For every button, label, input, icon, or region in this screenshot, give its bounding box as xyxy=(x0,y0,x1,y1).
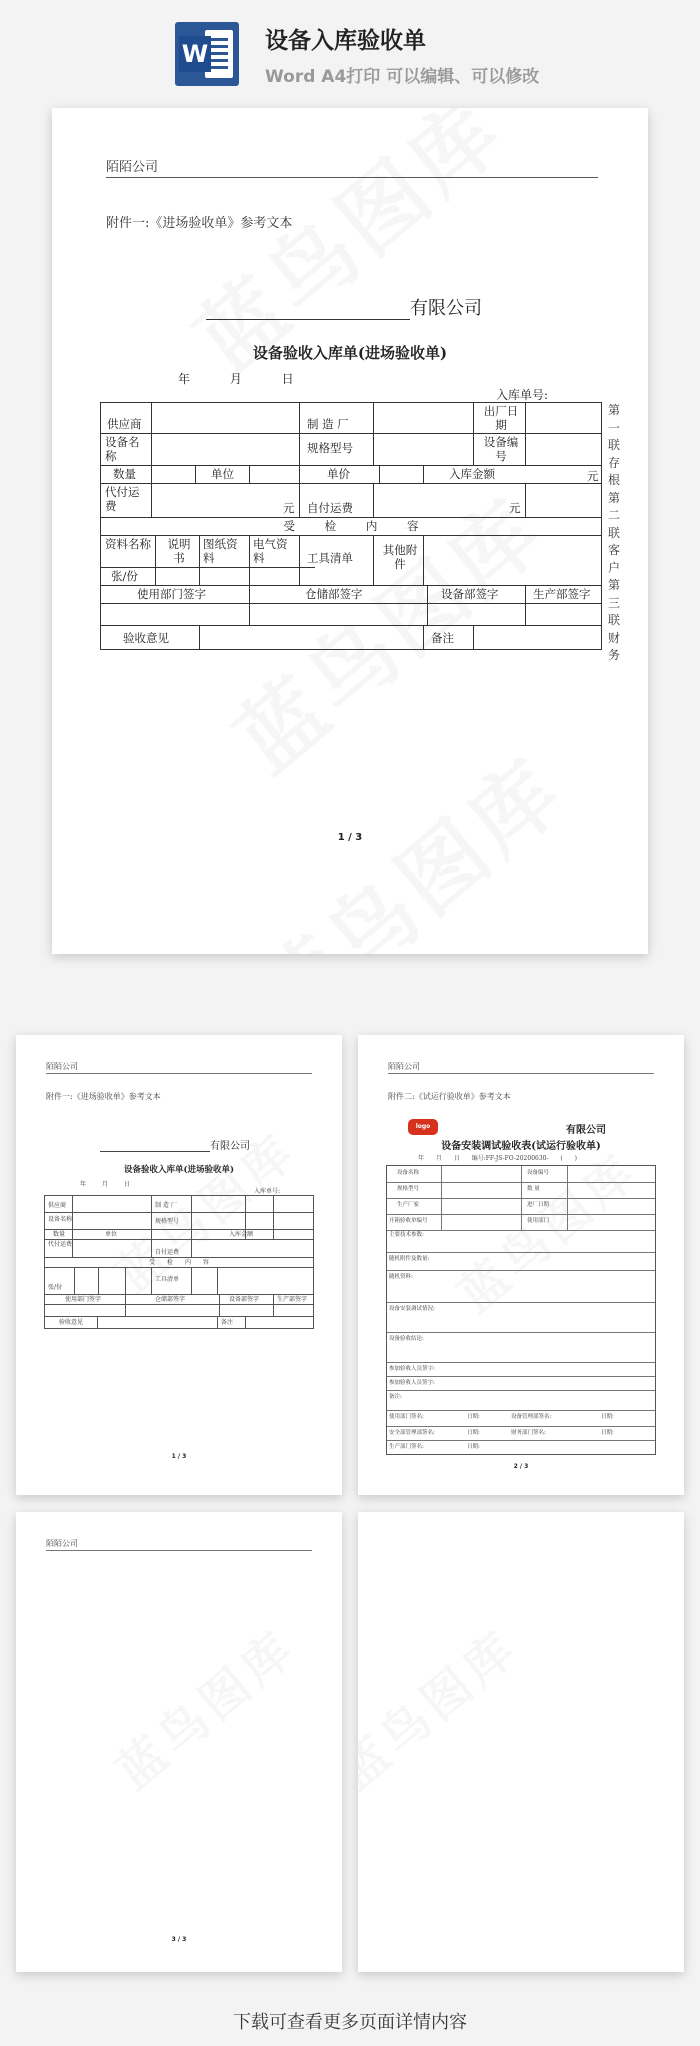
thumbnail-page-3[interactable] xyxy=(16,1512,342,1972)
cell-amount: 入库金额 xyxy=(229,1231,254,1238)
acceptance-table-thumb xyxy=(44,1195,314,1329)
download-hint[interactable]: 下载可查看更多页面详情内容 xyxy=(233,2012,467,2033)
form-title: 设备验收入库单(进场验收单) xyxy=(252,344,448,362)
cell-unit: 单位 xyxy=(105,1231,118,1238)
sign-equip-dept: 设备管理部签名: xyxy=(511,1414,552,1420)
page-number: 2 / 3 xyxy=(513,1463,529,1470)
cell-device-no: 设备编号 xyxy=(483,435,519,463)
cell-dept-sign: 使用部门签字 xyxy=(65,1296,102,1303)
cell-model: 规格型号 xyxy=(155,1218,180,1225)
page-subtitle: Word A4打印 可以编辑、可以修改 xyxy=(265,67,540,87)
cell-remark: 备注 xyxy=(221,1319,234,1326)
page-number: 1 / 3 xyxy=(337,832,363,843)
cell-remark: 备注 xyxy=(431,631,454,645)
cell-model: 规格型号 xyxy=(307,441,353,455)
sign-user-dept: 使用部门签名: xyxy=(389,1414,424,1420)
cell-manufacturer: 制 造 厂 xyxy=(155,1202,177,1209)
page-number: 1 / 3 xyxy=(171,1453,187,1460)
cell-self-freight: 自付运费 xyxy=(155,1249,180,1256)
document-page-1-large xyxy=(52,108,648,954)
cell-sheets: 张/份 xyxy=(111,569,138,583)
cell-dept-sign: 使用部门签字 xyxy=(137,587,206,601)
company-name-line xyxy=(206,294,482,320)
row-user-dept: 使用部门 xyxy=(527,1218,550,1224)
company-name: 有限公司 xyxy=(566,1125,606,1136)
sign-date: 日期: xyxy=(601,1414,614,1420)
preview-header xyxy=(0,0,700,100)
cell-sheets: 张/份 xyxy=(48,1284,63,1291)
installation-table xyxy=(386,1165,656,1455)
page-number: 3 / 3 xyxy=(171,1936,187,1943)
date-line: 年 月 日 xyxy=(178,372,294,386)
cell-storage-sign: 仓储部签字 xyxy=(305,587,363,601)
cell-supplier: 供应商 xyxy=(48,1202,67,1209)
form-title: 设备安装调试验收表(试运行验收单) xyxy=(441,1141,601,1152)
cell-yuan: 元 xyxy=(283,501,295,515)
cell-device-name: 设备名称 xyxy=(105,435,140,463)
company-name-line xyxy=(100,1137,250,1152)
thumbnail-page-2[interactable] xyxy=(358,1035,684,1495)
cell-tool-list: 工具清单 xyxy=(155,1276,180,1283)
row-remark: 备注: xyxy=(389,1394,402,1400)
row-inspector-sign-2: 参加验收人员签字: xyxy=(389,1380,435,1386)
cell-prepaid-freight: 代付运费 xyxy=(48,1241,73,1248)
thumbnail-blank-page xyxy=(358,1512,684,1972)
cell-manufacturer: 制 造 厂 xyxy=(307,417,349,431)
thumbnail-page-1[interactable] xyxy=(16,1035,342,1495)
cell-quantity: 数量 xyxy=(113,467,136,481)
acceptance-table xyxy=(100,402,602,650)
row-conclusion: 设备验收结论: xyxy=(389,1336,424,1342)
company-header: 陌陌公司 xyxy=(388,1061,654,1074)
sign-safety-dept: 安全部管理部签名: xyxy=(389,1430,435,1436)
cell-amount: 入库金额 xyxy=(449,467,495,481)
doc-number-label: 入库单号: xyxy=(254,1188,281,1195)
row-install-status: 设备安装调试情况: xyxy=(389,1306,435,1312)
cell-inspection: 受 检 内 容 xyxy=(283,519,419,533)
row-device-name: 设备名称 xyxy=(397,1170,420,1176)
sign-finance-dept: 财务部门签名: xyxy=(511,1430,546,1436)
cell-self-freight: 自付运费 xyxy=(307,501,353,515)
cell-yuan: 元 xyxy=(587,469,599,483)
sign-production-dept: 生产部门签名: xyxy=(389,1444,424,1450)
watermark xyxy=(99,1611,309,1803)
cell-device-name: 设备名称 xyxy=(48,1216,73,1223)
sign-date: 日期: xyxy=(467,1430,480,1436)
sign-date: 日期: xyxy=(601,1430,614,1436)
cell-doc-name: 资料名称 xyxy=(105,537,151,551)
cell-quantity: 数量 xyxy=(53,1231,66,1238)
company-blank[interactable] xyxy=(206,300,410,320)
row-manufacturer: 生产厂家 xyxy=(397,1202,420,1208)
row-accessories: 随机附件及数量: xyxy=(389,1256,430,1262)
annex-label: 附件二:《试运行验收单》参考文本 xyxy=(388,1092,511,1101)
cell-unit: 单位 xyxy=(211,467,234,481)
company-header: 陌陌公司 xyxy=(46,1061,312,1074)
company-suffix: 有限公司 xyxy=(410,298,482,319)
cell-opinion: 验收意见 xyxy=(123,631,169,645)
row-inspector-sign-1: 参加验收人员签字: xyxy=(389,1366,435,1372)
company-suffix: 有限公司 xyxy=(210,1141,250,1152)
annex-label: 附件一:《进场验收单》参考文本 xyxy=(106,216,293,231)
sign-date: 日期: xyxy=(467,1444,480,1450)
company-header: 陌陌公司 xyxy=(106,156,598,178)
cell-yuan: 元 xyxy=(509,501,521,515)
watermark xyxy=(358,1611,531,1803)
company-logo: logo xyxy=(408,1119,438,1135)
cell-other-attach: 其他附件 xyxy=(382,543,418,571)
row-quantity: 数 量 xyxy=(527,1186,540,1192)
row-model: 规格型号 xyxy=(397,1186,420,1192)
row-entry-date: 进厂日期 xyxy=(527,1202,550,1208)
cell-factory-date: 出厂日期 xyxy=(483,404,519,432)
row-materials: 随机资料: xyxy=(389,1274,413,1280)
company-header: 陌陌公司 xyxy=(46,1538,312,1551)
cell-opinion: 验收意见 xyxy=(59,1319,84,1326)
cell-prod-sign: 生产部签字 xyxy=(277,1296,308,1303)
cell-unit-price: 单价 xyxy=(327,467,350,481)
cell-storage-sign: 仓储部签字 xyxy=(155,1296,186,1303)
word-letter: W xyxy=(179,36,211,72)
sign-date: 日期: xyxy=(467,1414,480,1420)
cell-manual: 说明书 xyxy=(167,537,191,565)
page-title: 设备入库验收单 xyxy=(265,28,426,54)
row-tech-params: 主要技术参数: xyxy=(389,1232,424,1238)
cell-electric: 电气资料 xyxy=(253,537,288,565)
cell-prod-sign: 生产部签字 xyxy=(533,587,591,601)
cell-equip-sign: 设备部签字 xyxy=(229,1296,260,1303)
copy-note: 第一联存根第二联客户第三联财务 xyxy=(608,403,621,662)
number-line: 年 月 日 编号:FF-JS-FO-20200630- ( ) xyxy=(418,1155,577,1162)
cell-inspection: 受 检 内 容 xyxy=(149,1259,209,1266)
row-unboxing-no: 开箱验收单编号 xyxy=(389,1218,428,1224)
form-title: 设备验收入库单(进场验收单) xyxy=(123,1165,235,1175)
row-device-no: 设备编号 xyxy=(527,1170,550,1176)
cell-equip-sign: 设备部签字 xyxy=(441,587,499,601)
doc-number-label: 入库单号: xyxy=(496,388,549,402)
date-line: 年 月 日 xyxy=(80,1181,130,1188)
cell-tool-list: 工具清单 xyxy=(307,551,353,565)
cell-supplier: 供应商 xyxy=(107,417,142,431)
annex-label: 附件一:《进场验收单》参考文本 xyxy=(46,1092,161,1101)
cell-prepaid-freight: 代付运费 xyxy=(105,485,140,513)
cell-drawings: 图纸资料 xyxy=(203,537,238,565)
word-document-icon xyxy=(175,22,239,86)
